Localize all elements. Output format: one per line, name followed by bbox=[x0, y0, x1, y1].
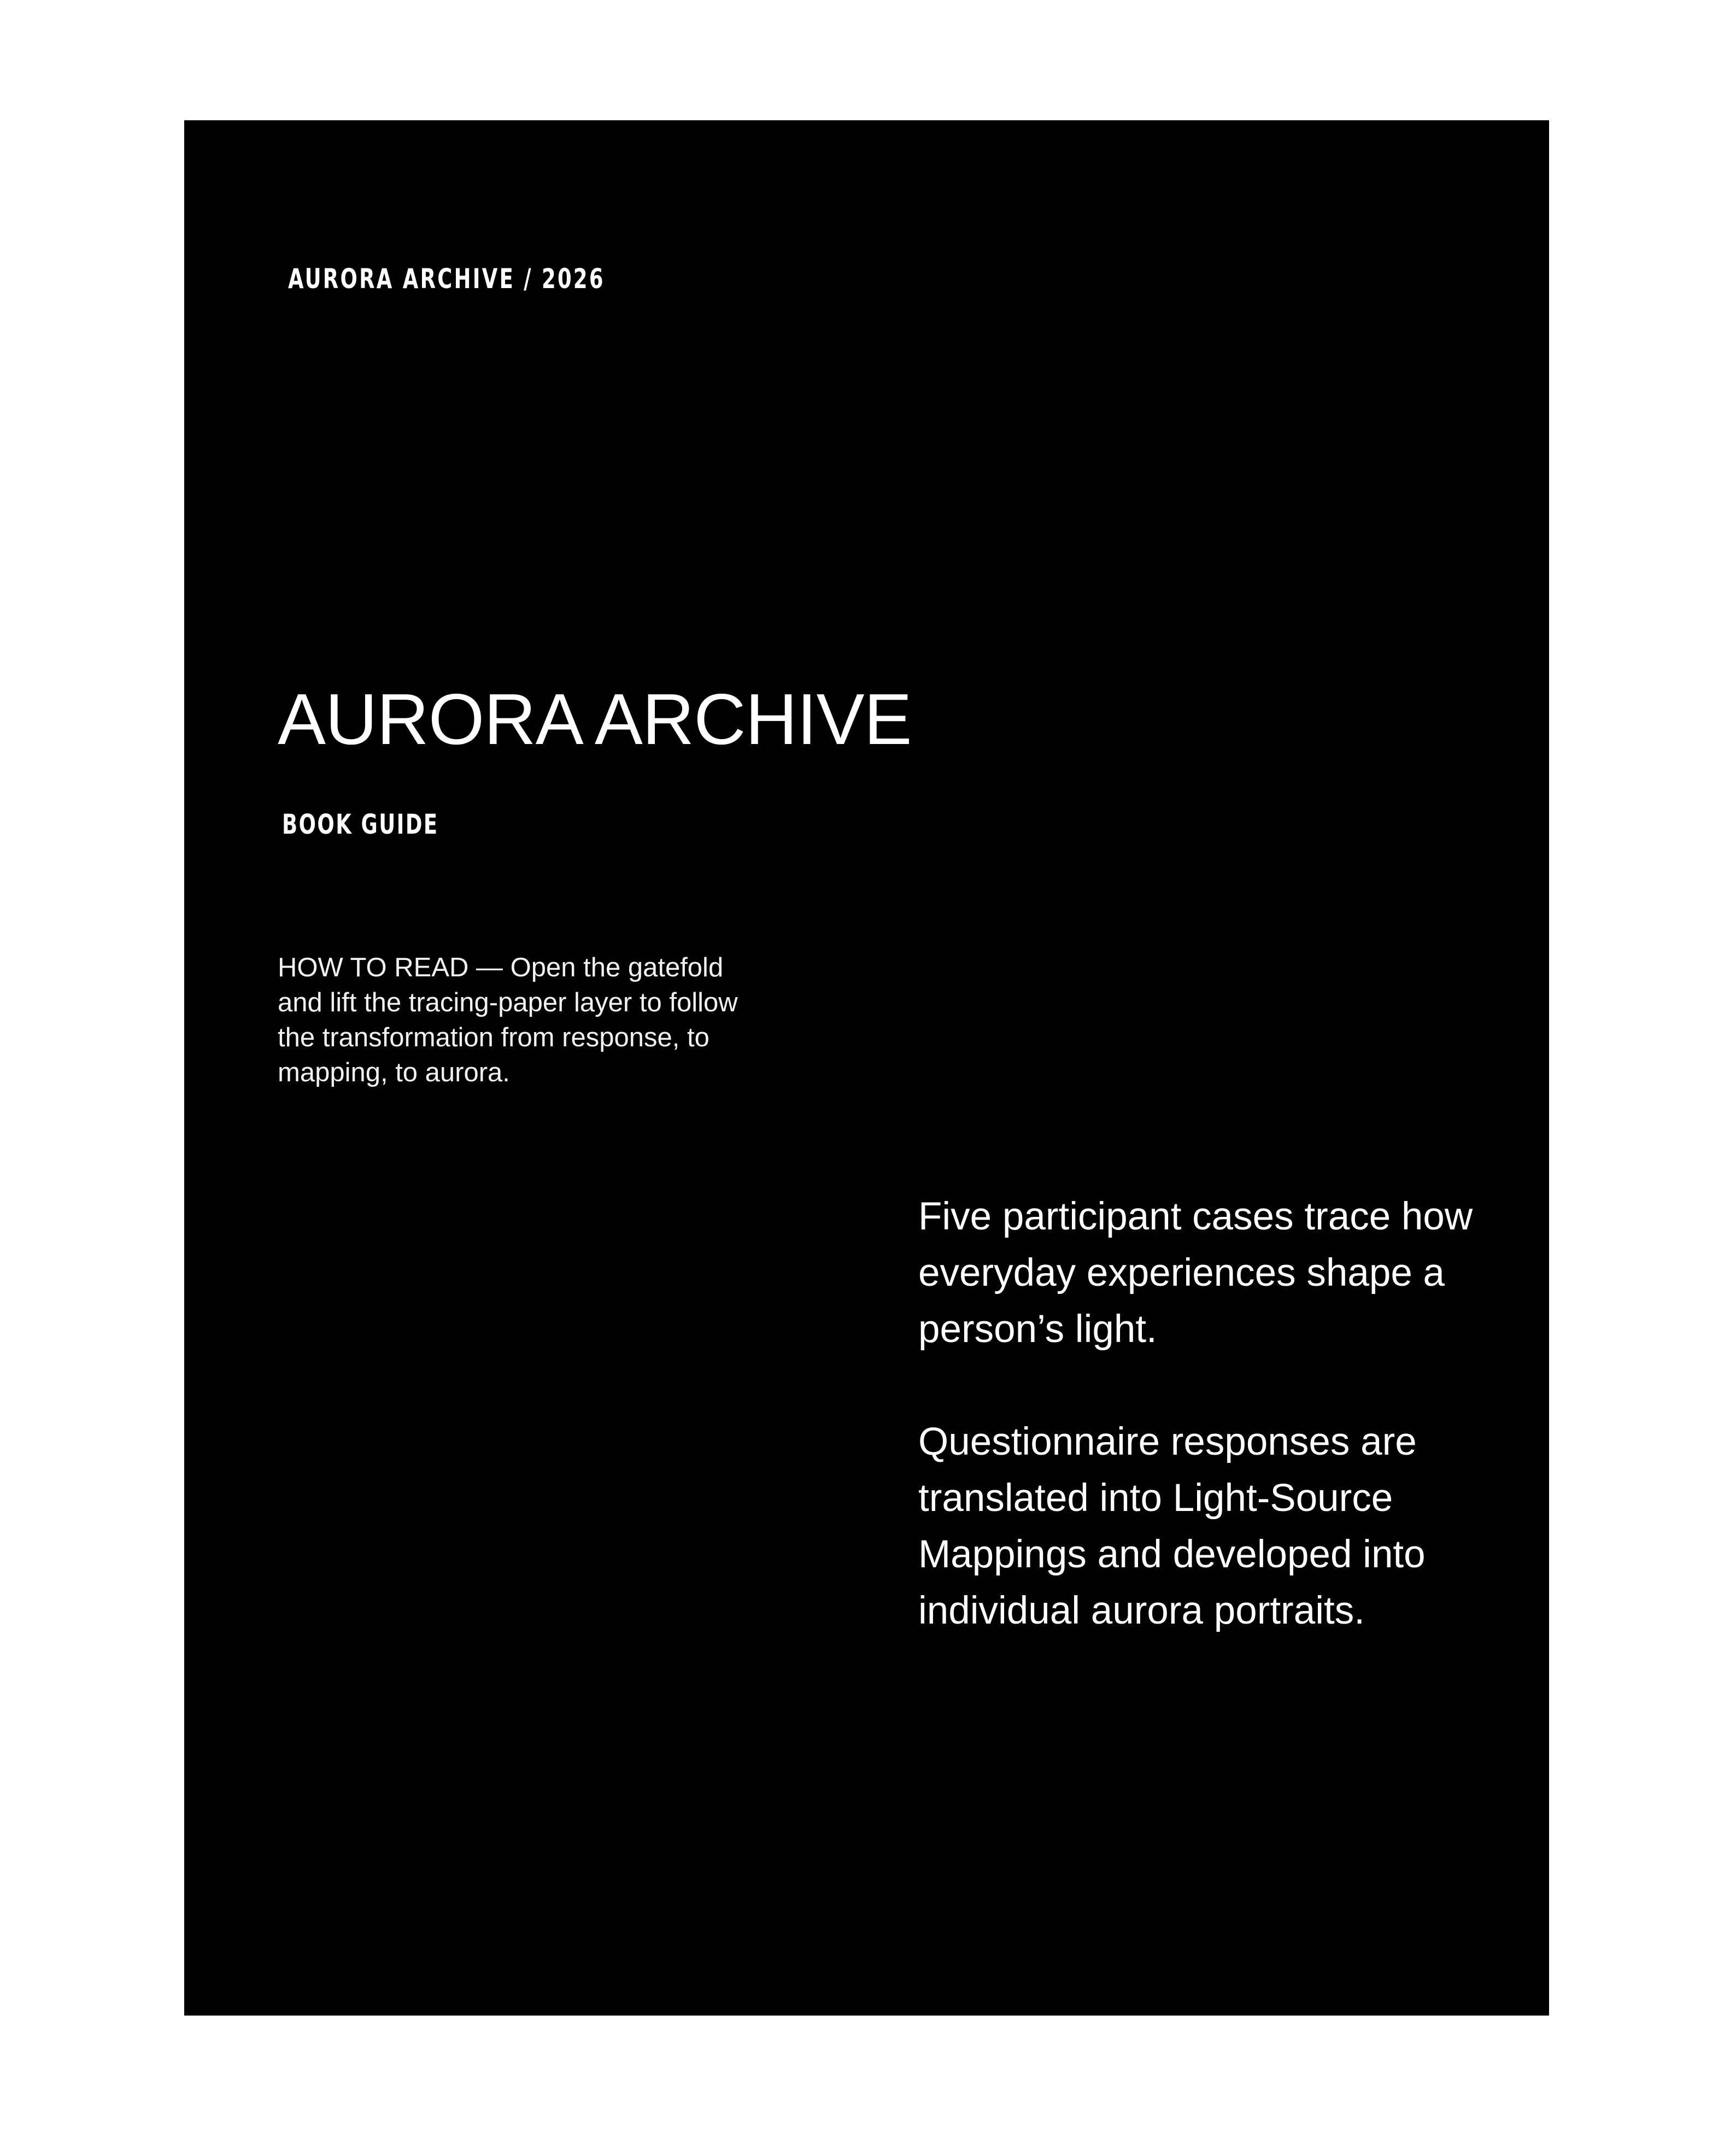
page-title: AURORA ARCHIVE bbox=[278, 679, 912, 759]
how-to-read-note: HOW TO READ — Open the gatefold and lift the tracing-paper layer to follow the transformation from response, to mapping, to aurora. bbox=[278, 953, 738, 1087]
running-head: AURORA ARCHIVE / 2026 bbox=[288, 263, 605, 295]
intro-paragraph-2: Questionnaire responses are translated into Light-Source Mappings and developed into individual aurora portraits. bbox=[918, 1420, 1426, 1632]
page-subtitle: BOOK GUIDE bbox=[282, 809, 439, 840]
intro-text-column bbox=[918, 1188, 1498, 1639]
book-guide-page bbox=[184, 120, 1549, 2016]
intro-paragraph-1: Five participant cases trace how everyday experiences shape a person’s light. bbox=[918, 1195, 1473, 1351]
